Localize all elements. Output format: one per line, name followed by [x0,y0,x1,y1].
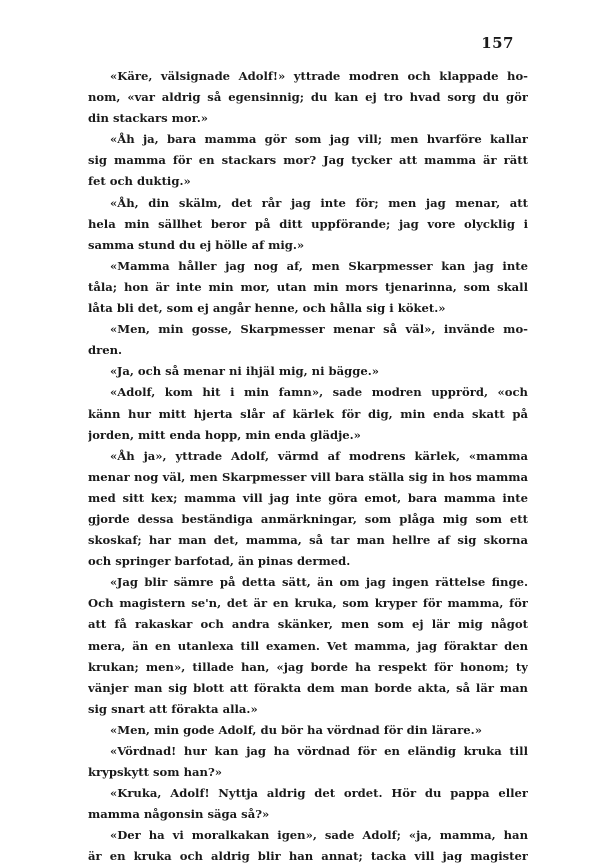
text-line: «Mamma håller jag nog af, men Skarpmesser kan jag inte [110,258,528,273]
text-line: och springer barfotad, än pinas dermed. [88,554,351,569]
text-line: sig snart att förakta alla.» [88,701,258,716]
text-line: sig mamma för en stackars mor? Jag tycker att mamma är rätt [88,153,528,168]
text-line: fet och duktig.» [88,174,191,189]
text-line: krukan; men», tillade han, «jag borde ha respekt för honom; ty [88,659,528,674]
text-line: är en kruka och aldrig blir han annat; tacka vill jag magister [88,849,528,864]
text-line: mamma någonsin säga så?» [88,807,270,822]
text-line: «Åh ja, bara mamma gör som jag vill; men hvarföre kallar [110,132,528,147]
text-line: «Kruka, Adolf! Nyttja aldrig det ordet. Hör du pappa eller [110,786,528,801]
text-line: tåla; hon är inte min mor, utan min mors tjenarinna, som skall [88,279,528,294]
text-line: att få rakaskar och andra skänker, men som ej lär mig något [88,617,528,632]
text-line: gjorde dessa beständiga anmärkningar, som plåga mig som ett [88,511,528,526]
text-line: dren. [88,343,123,358]
text-line: nom, «var aldrig så egensinnig; du kan ej tro hvad sorg du gör [88,90,528,105]
text-line: «Men, min gosse, Skarpmesser menar så väl», invände mo- [110,322,528,337]
text-line: vänjer man sig blott att förakta dem man borde akta, så lär man [88,680,528,695]
text-line: «Ja, och så menar ni ihjäl mig, ni bägge.» [110,364,380,379]
text-line: hela min sällhet beror på ditt uppförande; jag vore olycklig i [88,216,528,231]
text-line: «Vördnad! hur kan jag ha vördnad för en eländig kruka till [110,744,528,758]
text-line: känn hur mitt hjerta slår af kärlek för dig, min enda skatt på [88,406,528,421]
text-line: låta bli det, som ej angår henne, och hålla sig i köket.» [88,301,446,316]
text-line: «Åh, din skälm, det rår jag inte för; men jag menar, att [110,195,528,210]
text-line: skoskaf; har man det, mamma, så tar man hellre af sig skorna [88,533,528,548]
text-line: mera, än en utanlexa till examen. Vet mamma, jag föraktar den [88,638,528,653]
text-line: Och magistern se'n, det är en kruka, som kryper för mamma, för [88,596,528,611]
text-body [88,66,528,868]
text-line: «Jag blir sämre på detta sätt, än om jag ingen rättelse finge. [110,575,528,590]
text-line: «Men, min gode Adolf, du bör ha vördnad för din lärare.» [110,722,482,737]
page-number: 157 [481,34,514,52]
text-line: din stackars mor.» [88,111,208,126]
text-line: «Adolf, kom hit i min famn», sade modren upprörd, «och [110,385,528,400]
text-line: samma stund du ej hölle af mig.» [88,237,305,252]
text-line: krypskytt som han?» [88,765,223,780]
text-line: menar nog väl, men Skarpmesser vill bara ställa sig in hos mamma [88,469,528,484]
text-line: «Åh ja», yttrade Adolf, värmd af modrens kärlek, «mamma [110,448,528,463]
text-line: jorden, mitt enda hopp, min enda glädje.» [88,427,361,442]
text-line: med sitt kex; mamma vill jag inte göra emot, bara mamma inte [88,490,528,505]
text-line: «Der ha vi moralkakan igen», sade Adolf; «ja, mamma, han [110,828,528,843]
text-line: «Käre, välsignade Adolf!» yttrade modren och klappade ho- [110,69,528,83]
